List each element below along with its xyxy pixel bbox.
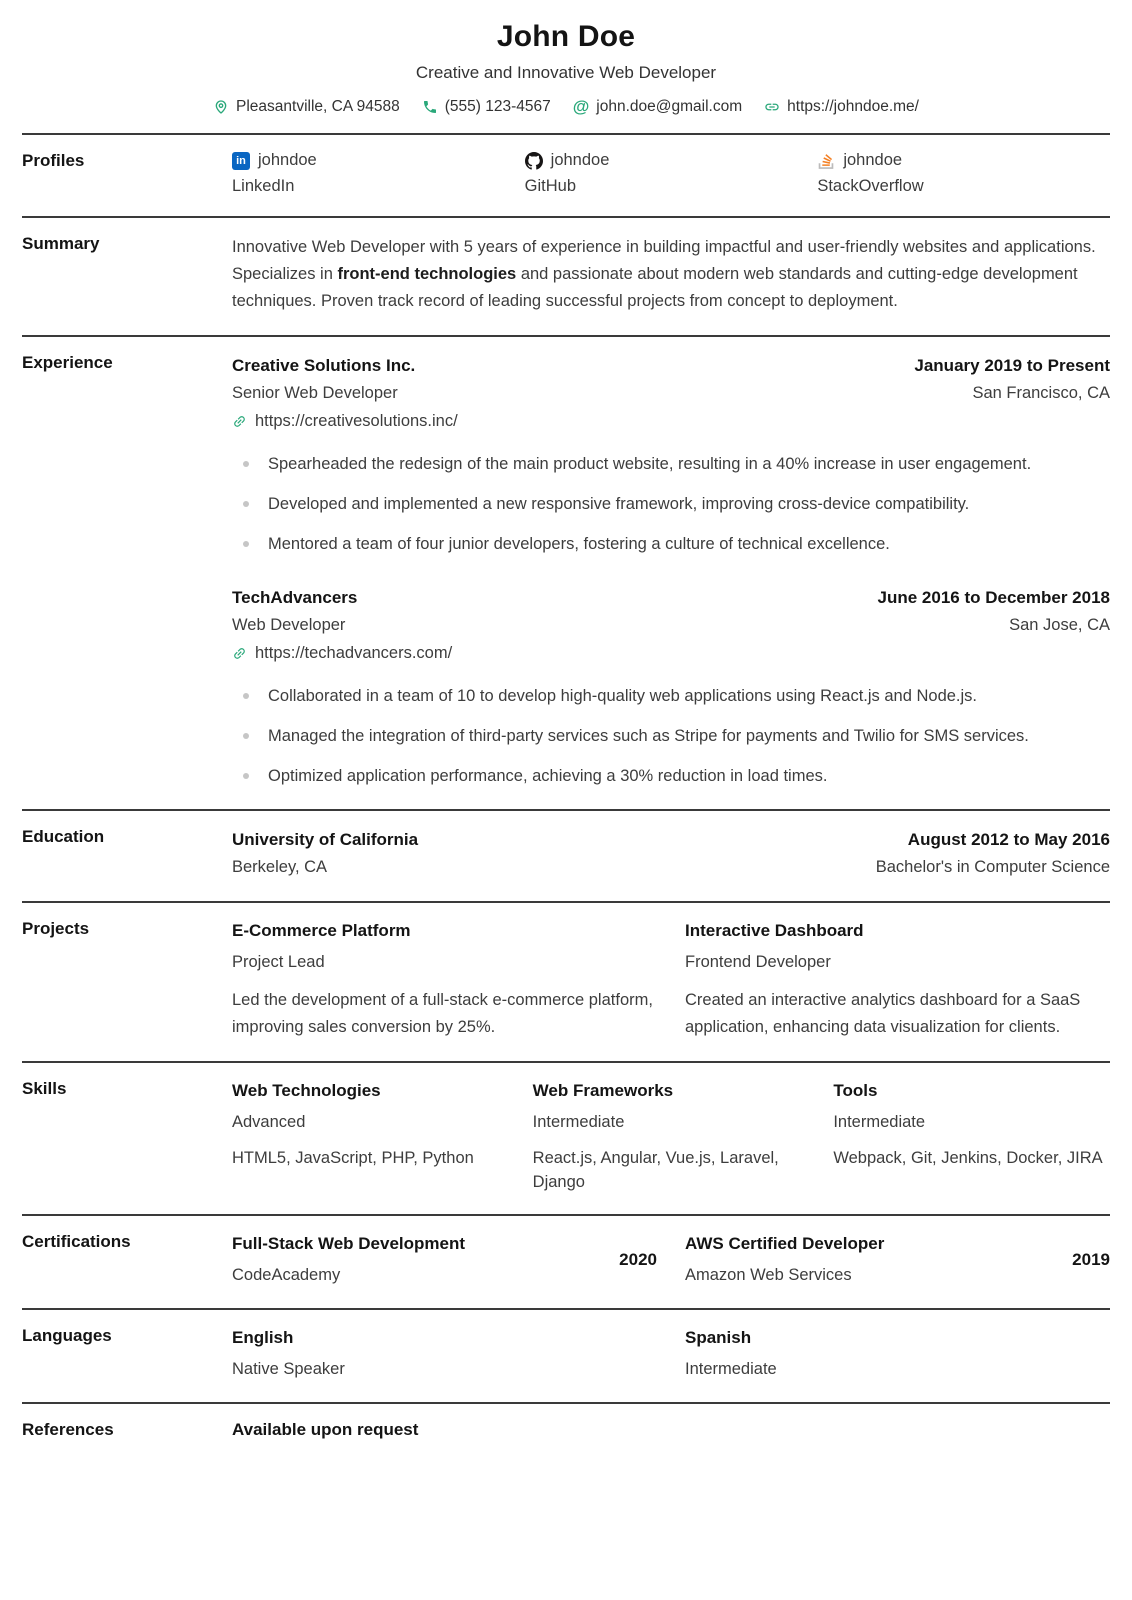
person-name: John Doe	[496, 20, 636, 53]
degree: Bachelor's in Computer Science	[875, 858, 1110, 876]
contact-row	[22, 98, 1110, 116]
references-text: Available upon request	[232, 1420, 419, 1439]
profile-stackoverflow	[817, 151, 1110, 196]
contact-phone	[422, 98, 551, 116]
job-location: San Jose, CA	[1009, 616, 1110, 634]
skill-name: Web Technologies	[232, 1081, 381, 1100]
language-fluency: Native Speaker	[232, 1360, 345, 1378]
certification-name: Full-Stack Web Development	[232, 1234, 466, 1253]
profile-network: GitHub	[524, 177, 577, 195]
summary-label: Summary	[22, 234, 100, 253]
contact-location-text: Pleasantville, CA 94588	[236, 98, 400, 115]
experience-entry	[232, 353, 1110, 557]
experience-bullet: Developed and implemented a new responsive framework, improving cross-device compatibility.	[232, 491, 1110, 517]
employment-dates: June 2016 to December 2018	[877, 588, 1110, 607]
location-pin-icon	[213, 99, 229, 115]
experience-bullet: Mentored a team of four junior developers, fostering a culture of technical excellence.	[232, 531, 1110, 557]
phone-icon	[422, 99, 438, 115]
company-name: TechAdvancers	[232, 588, 358, 607]
contact-location	[213, 98, 400, 116]
company-link[interactable]	[232, 639, 1110, 667]
contact-email-text: john.doe@gmail.com	[596, 98, 743, 115]
certification-issuer: CodeAcademy	[232, 1266, 341, 1284]
language-item	[232, 1326, 657, 1382]
skill-name: Tools	[833, 1081, 878, 1100]
company-name: Creative Solutions Inc.	[232, 356, 416, 375]
linkedin-icon: in	[232, 152, 250, 170]
employment-dates: January 2019 to Present	[914, 356, 1110, 375]
skill-group	[533, 1079, 810, 1194]
project-role: Frontend Developer	[685, 953, 831, 971]
experience-label: Experience	[22, 353, 113, 372]
project-name: E-Commerce Platform	[232, 921, 411, 940]
skill-level: Intermediate	[532, 1113, 625, 1131]
education-label: Education	[22, 827, 105, 846]
contact-phone-text: (555) 123-4567	[444, 98, 551, 115]
section-languages	[22, 1308, 1110, 1402]
profiles-label: Profiles	[22, 151, 85, 170]
skill-level: Intermediate	[833, 1113, 926, 1131]
section-certifications	[22, 1214, 1110, 1308]
skill-group	[232, 1079, 509, 1194]
section-profiles	[22, 133, 1110, 216]
references-label: References	[22, 1420, 114, 1439]
section-summary	[22, 216, 1110, 335]
profile-network: LinkedIn	[232, 177, 295, 195]
profile-linkedin	[232, 151, 525, 196]
link-icon	[232, 414, 247, 429]
profiles-grid	[232, 151, 1110, 196]
section-experience	[22, 335, 1110, 809]
experience-bullet: Collaborated in a team of 10 to develop high-quality web applications using React.js and Node.js.	[232, 683, 1110, 709]
profile-username: johndoe	[258, 151, 317, 169]
certification-issuer: Amazon Web Services	[685, 1266, 852, 1284]
github-icon	[525, 152, 543, 170]
project-description: Created an interactive analytics dashboard for a SaaS application, enhancing data visualization for clients.	[685, 991, 1081, 1036]
link-icon	[232, 646, 247, 661]
project-item	[232, 919, 657, 1041]
language-name: Spanish	[685, 1328, 752, 1347]
stackoverflow-icon	[817, 152, 835, 170]
certification-item	[685, 1232, 1110, 1288]
company-url[interactable]: https://creativesolutions.inc/	[255, 412, 458, 430]
person-headline: Creative and Innovative Web Developer	[415, 63, 717, 82]
languages-label: Languages	[22, 1326, 112, 1345]
project-role: Project Lead	[232, 953, 325, 971]
education-dates: August 2012 to May 2016	[907, 830, 1110, 849]
profile-network: StackOverflow	[817, 177, 924, 195]
language-fluency: Intermediate	[685, 1360, 777, 1378]
certification-year: 2019	[1072, 1250, 1110, 1269]
skill-level: Advanced	[232, 1113, 306, 1131]
section-skills	[22, 1061, 1110, 1214]
experience-entry	[232, 585, 1110, 789]
contact-website[interactable]	[764, 98, 919, 116]
job-location: San Francisco, CA	[972, 384, 1110, 402]
project-name: Interactive Dashboard	[685, 921, 864, 940]
project-description: Led the development of a full-stack e-commerce platform, improving sales conversion by 25%.	[232, 991, 653, 1036]
company-url[interactable]: https://techadvancers.com/	[255, 644, 453, 662]
website-link-icon	[764, 99, 780, 115]
experience-bullet: Managed the integration of third-party services such as Stripe for payments and Twilio for SMS services.	[232, 723, 1110, 749]
skill-name: Web Frameworks	[532, 1081, 674, 1100]
section-projects	[22, 901, 1110, 1061]
section-education	[22, 809, 1110, 901]
certification-name: AWS Certified Developer	[685, 1234, 885, 1253]
experience-bullet: Optimized application performance, achieving a 30% reduction in load times.	[232, 763, 1110, 789]
profile-github	[525, 151, 818, 196]
section-references	[22, 1402, 1110, 1460]
job-role: Senior Web Developer	[232, 384, 398, 402]
school-name: University of California	[232, 830, 419, 849]
skill-keywords: HTML5, JavaScript, PHP, Python	[232, 1149, 474, 1167]
skill-keywords: Webpack, Git, Jenkins, Docker, JIRA	[833, 1149, 1103, 1167]
contact-website-text: https://johndoe.me/	[787, 98, 919, 115]
resume-header	[22, 0, 1110, 133]
certifications-label: Certifications	[22, 1232, 131, 1251]
experience-bullet: Spearheaded the redesign of the main product website, resulting in a 40% increase in user engagement.	[232, 451, 1110, 477]
profile-username: johndoe	[550, 151, 610, 169]
language-item	[685, 1326, 1110, 1382]
email-at-icon: @	[572, 97, 590, 116]
projects-label: Projects	[22, 919, 90, 938]
project-item	[685, 919, 1110, 1041]
contact-email[interactable]	[573, 98, 742, 116]
skills-label: Skills	[22, 1079, 67, 1098]
school-location: Berkeley, CA	[232, 858, 328, 876]
summary-text: Innovative Web Developer with 5 years of experience in building impactful and user-friendly websites and applications. Specializes in front-end technologies and passionate about modern web standards and cutting-edge development techniques. Proven track record of leading successful projects from concept to deployment.	[232, 238, 1096, 310]
experience-bullets	[232, 683, 1110, 789]
job-role: Web Developer	[232, 616, 346, 634]
summary-bold-phrase: front-end technologies	[337, 265, 517, 283]
certification-item	[232, 1232, 657, 1288]
certification-year: 2020	[619, 1250, 657, 1269]
skill-group	[833, 1079, 1110, 1194]
experience-bullets	[232, 451, 1110, 557]
language-name: English	[232, 1328, 294, 1347]
profile-username: johndoe	[843, 151, 903, 169]
skill-keywords: React.js, Angular, Vue.js, Laravel, Django	[532, 1149, 779, 1191]
company-link[interactable]	[232, 407, 1110, 435]
